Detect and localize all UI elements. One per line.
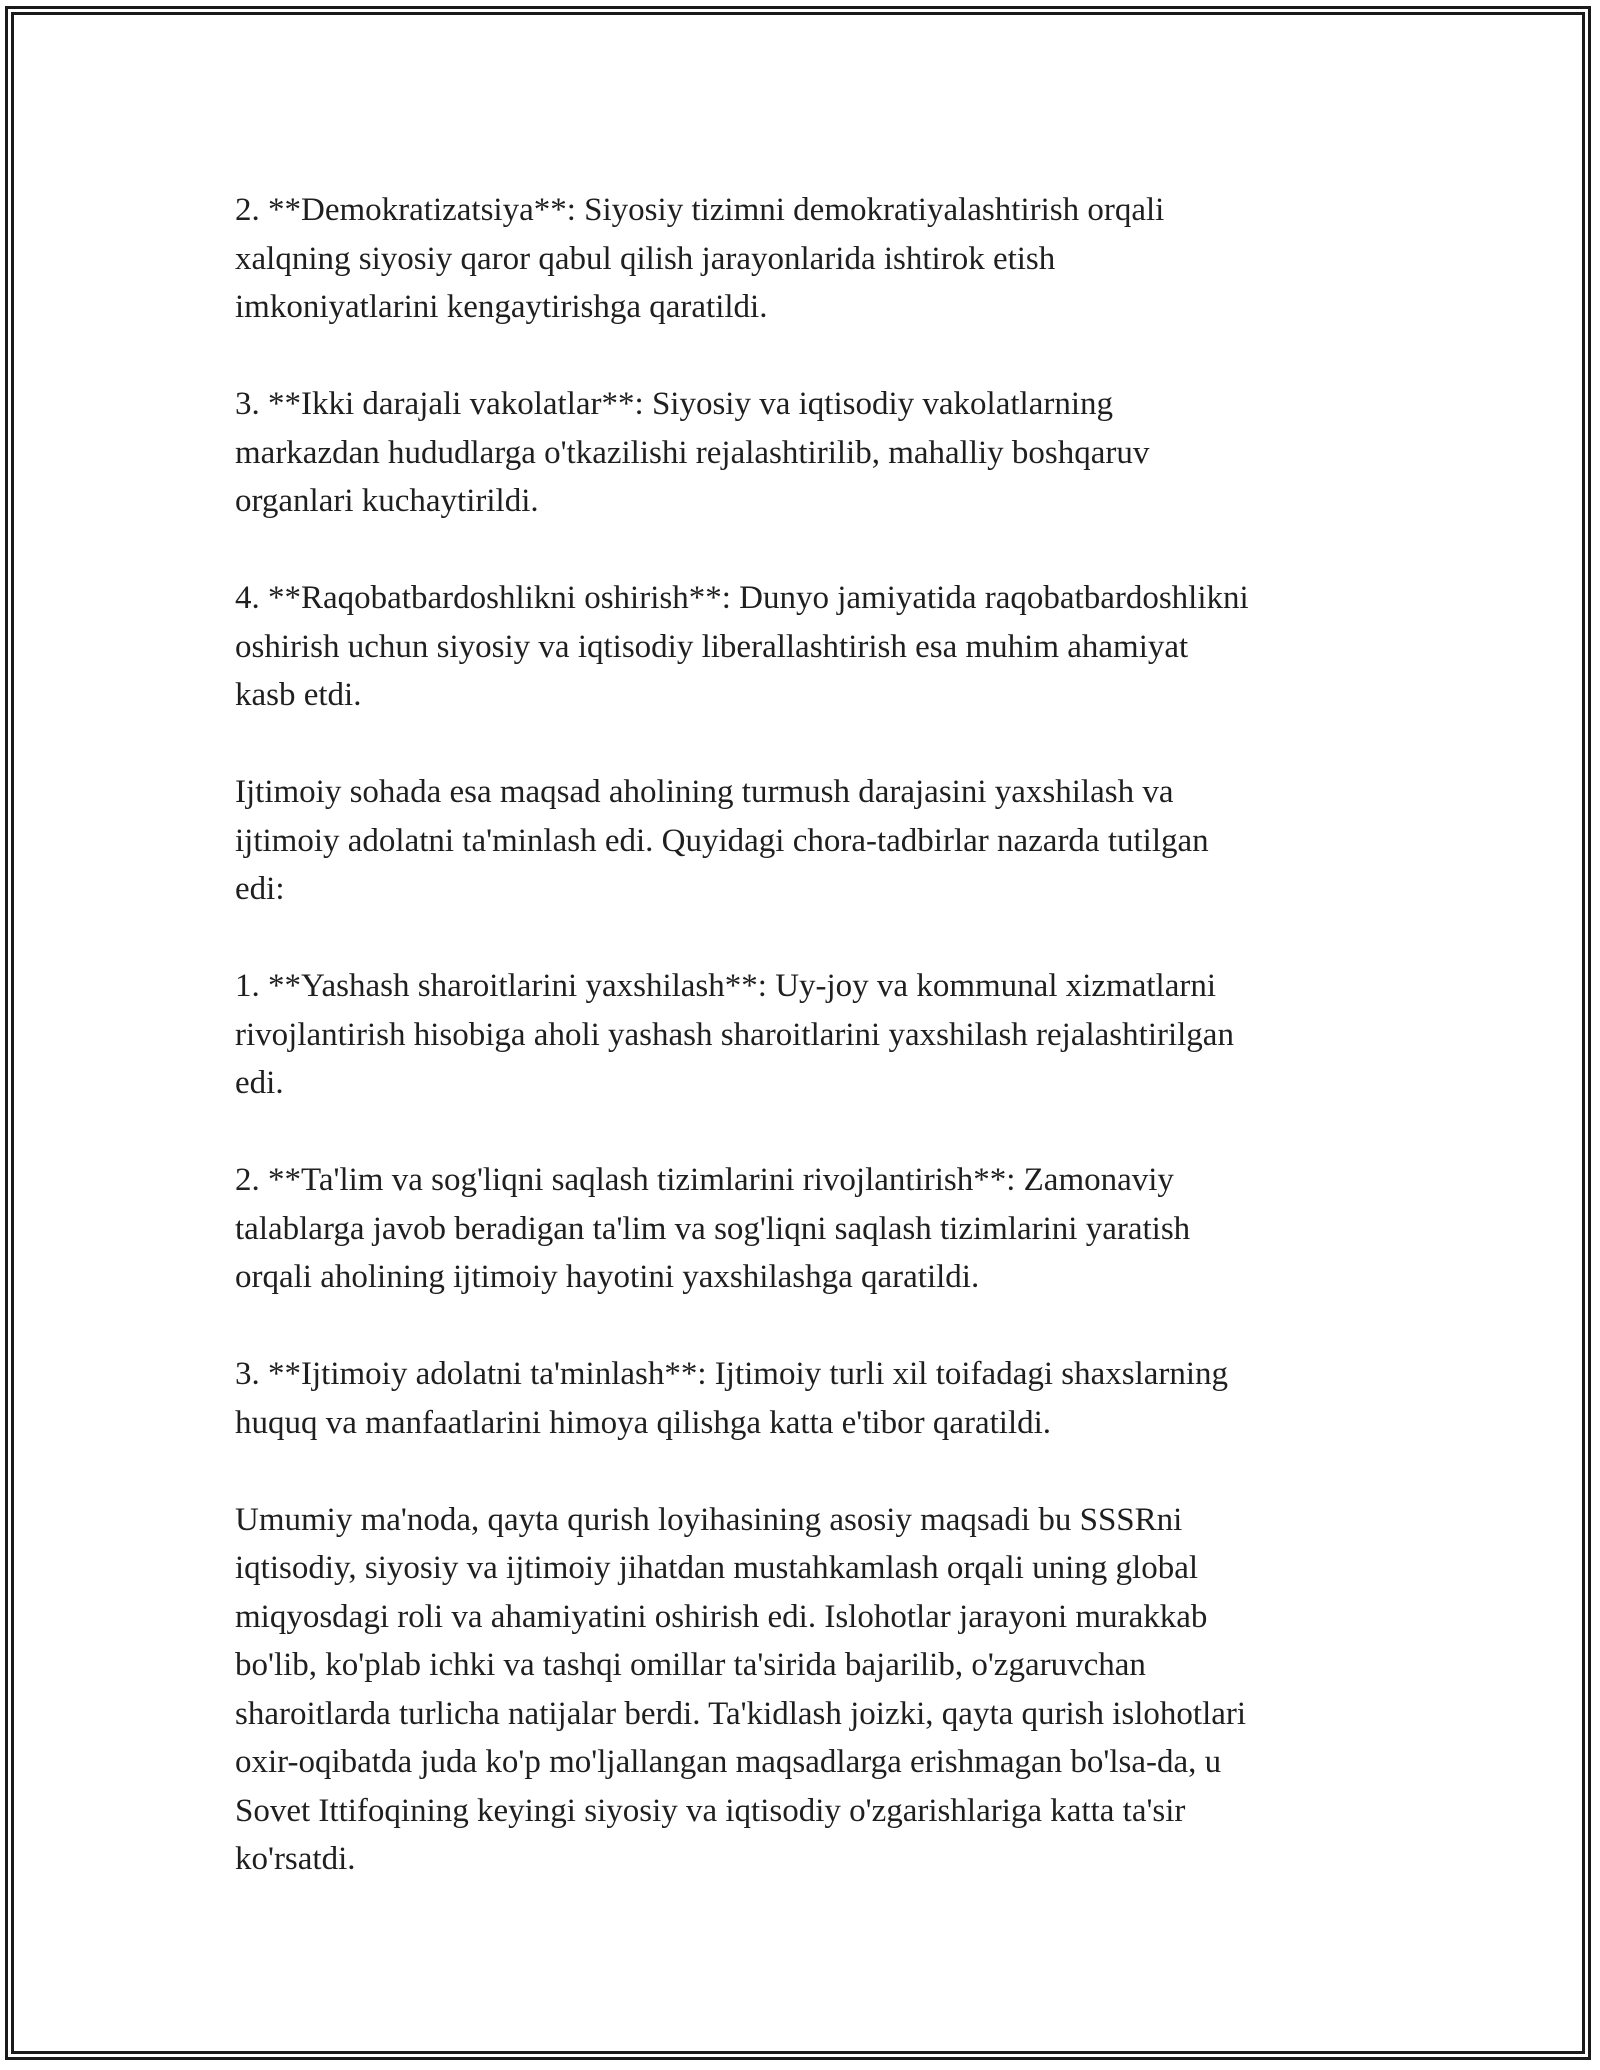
text-line: 2. **Demokratizatsiya**: Siyosiy tizimni demokratiyalashtirish orqali — [235, 192, 1165, 228]
paragraph — [235, 962, 1385, 1108]
text-line: huquq va manfaatlarini himoya qilishga katta e'tibor qaratildi. — [235, 1404, 1052, 1441]
document-body — [235, 186, 1385, 1884]
text-line: xalqning siyosiy qaror qabul qilish jarayonlarida ishtirok etish — [235, 240, 1056, 277]
paragraph — [235, 1496, 1385, 1884]
paragraph — [235, 574, 1385, 720]
text-line: edi: — [235, 871, 285, 907]
text-line: miqyosdagi roli va ahamiyatini oshirish edi. Islohotlar jarayoni murakkab — [235, 1598, 1208, 1635]
text-line: ko'rsatdi. — [235, 1841, 356, 1877]
text-line: iqtisodiy, siyosiy va ijtimoiy jihatdan mustahkamlash orqali uning global — [235, 1550, 1199, 1586]
text-line: 4. **Raqobatbardoshlikni oshirish**: Dunyo jamiyatida raqobatbardoshlikni — [235, 580, 1249, 616]
text-line: 1. **Yashash sharoitlarini yaxshilash**: Uy-joy va kommunal xizmatlarni — [235, 968, 1217, 1004]
text-line: 3. **Ijtimoiy adolatni ta'minlash**: Ijtimoiy turli xil toifadagi shaxslarning — [235, 1356, 1229, 1392]
paragraph — [235, 186, 1385, 332]
paragraph — [235, 1156, 1385, 1302]
text-line: oxir-oqibatda juda ko'p mo'ljallangan maqsadlarga erishmagan bo'lsa-da, u — [235, 1744, 1222, 1780]
paragraph — [235, 1350, 1385, 1447]
text-line: orqali aholining ijtimoiy hayotini yaxshilashga qaratildi. — [235, 1259, 980, 1295]
text-line: sharoitlarda turlicha natijalar berdi. Ta'kidlash joizki, qayta qurish islohotlari — [235, 1695, 1247, 1732]
text-line: Ijtimoiy sohada esa maqsad aholining turmush darajasini yaxshilash va — [235, 774, 1174, 810]
text-line: talablarga javob beradigan ta'lim va sog'liqni saqlash tizimlarini yaratish — [235, 1210, 1191, 1247]
text-line: imkoniyatlarini kengaytirishga qaratildi. — [235, 289, 768, 325]
text-line: 3. **Ikki darajali vakolatlar**: Siyosiy va iqtisodiy vakolatlarning — [235, 386, 1113, 422]
text-line: 2. **Ta'lim va sog'liqni saqlash tizimlarini rivojlantirish**: Zamonaviy — [235, 1162, 1174, 1198]
text-line: markazdan hududlarga o'tkazilishi rejalashtirilib, mahalliy boshqaruv — [235, 434, 1150, 471]
paragraph — [235, 380, 1385, 526]
text-line: kasb etdi. — [235, 677, 362, 713]
text-line: Umumiy ma'noda, qayta qurish loyihasining asosiy maqsadi bu SSSRni — [235, 1501, 1183, 1538]
text-line: bo'lib, ko'plab ichki va tashqi omillar ta'sirida bajarilib, o'zgaruvchan — [235, 1647, 1146, 1683]
text-line: ijtimoiy adolatni ta'minlash edi. Quyidagi chora-tadbirlar nazarda tutilgan — [235, 822, 1209, 859]
text-line: rivojlantirish hisobiga aholi yashash sharoitlarini yaxshilash rejalashtirilgan — [235, 1016, 1234, 1053]
text-line: edi. — [235, 1065, 284, 1101]
text-line: Sovet Ittifoqining keyingi siyosiy va iqtisodiy o'zgarishlariga katta ta'sir — [235, 1792, 1186, 1829]
text-line: oshirish uchun siyosiy va iqtisodiy liberallashtirish esa muhim ahamiyat — [235, 628, 1189, 665]
text-line: organlari kuchaytirildi. — [235, 483, 539, 519]
paragraph — [235, 768, 1385, 914]
